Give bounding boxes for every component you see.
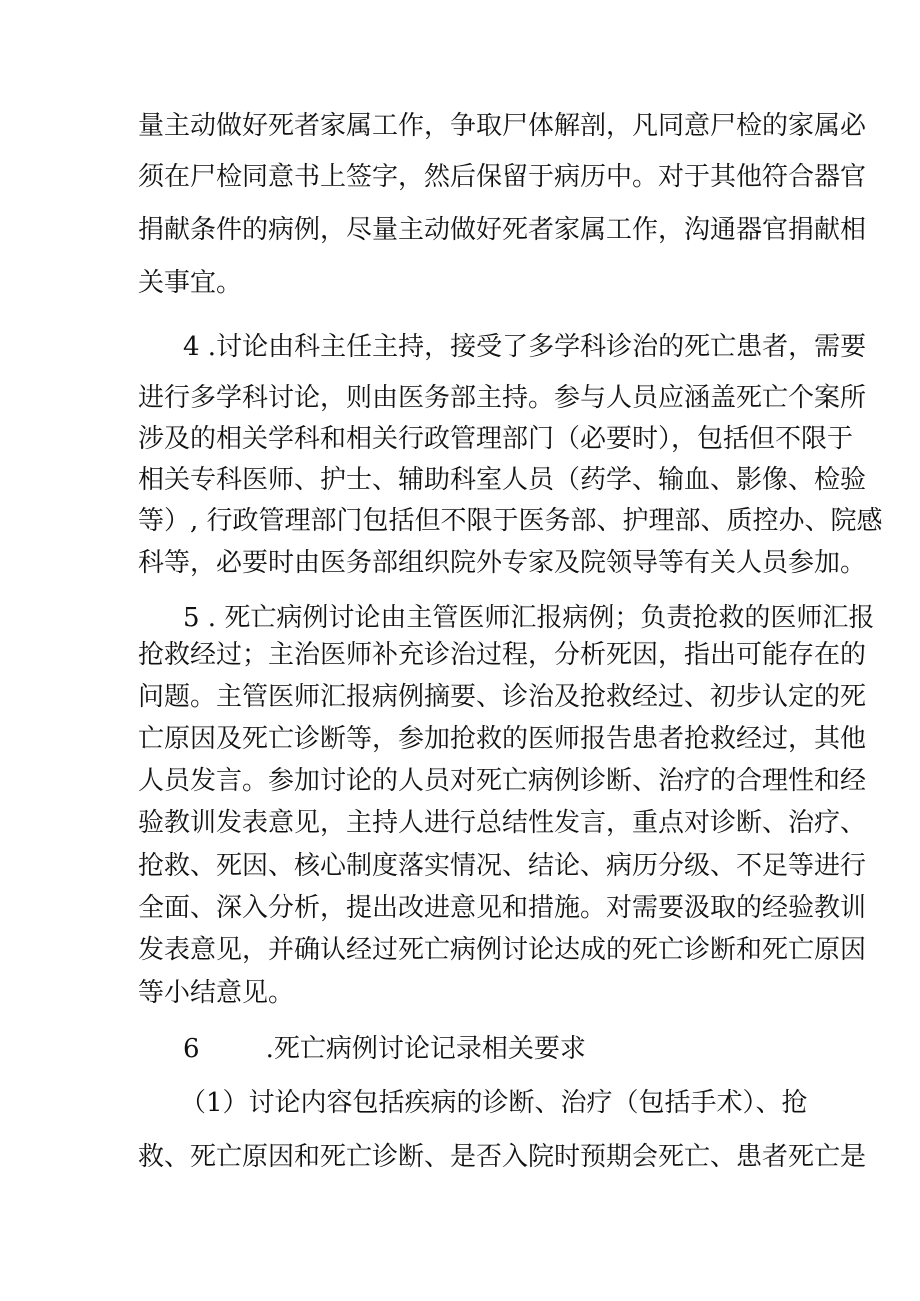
paragraph-1-line-1: 量主动做好死者家属工作，争取尸体解剖，凡同意尸检的家属必 xyxy=(138,111,867,141)
paragraph-4-line-6: 科等，必要时由医务部组织院外专家及院领导等有关人员参加。 xyxy=(138,548,867,578)
paragraph-7-line-2: 救、死亡原因和死亡诊断、是否入院时预期会死亡、患者死亡是 xyxy=(138,1142,867,1172)
paragraph-5-line-3: 问题。主管医师汇报病例摘要、诊治及抢救经过、初步认定的死 xyxy=(138,682,867,712)
paragraph-4-line-3: 涉及的相关学科和相关行政管理部门（必要时），包括但不限于 xyxy=(138,424,854,454)
paragraph-5-line-4: 亡原因及死亡诊断等，参加抢救的医师报告患者抢救经过，其他 xyxy=(138,724,867,754)
paragraph-4-line-5: 等）, 行政管理部门包括但不限于医务部、护理部、质控办、院感 xyxy=(138,506,883,536)
paragraph-5-line-9: 发表意见，并确认经过死亡病例讨论达成的死亡诊断和死亡原因 xyxy=(138,935,867,965)
paragraph-1-line-2: 须在尸检同意书上签字，然后保留于病历中。对于其他符合器官 xyxy=(138,162,867,192)
section-6-heading: 6 .死亡病例讨论记录相关要求 xyxy=(183,1034,586,1064)
paragraph-4-line-4: 相关专科医师、护士、辅助科室人员（药学、输血、影像、检验 xyxy=(138,465,867,495)
paragraph-5-line-5: 人员发言。参加讨论的人员对死亡病例诊断、治疗的合理性和经 xyxy=(138,766,867,796)
paragraph-5-line-7: 抢救、死因、核心制度落实情况、结论、病历分级、不足等进行 xyxy=(138,851,867,881)
paragraph-1-line-3: 捐献条件的病例，尽量主动做好死者家属工作，沟通器官捐献相 xyxy=(138,215,867,245)
paragraph-7-line-1: （1）讨论内容包括疾病的诊断、治疗（包括手术）、抢 xyxy=(180,1088,808,1118)
paragraph-4-line-2: 进行多学科讨论，则由医务部主持。参与人员应涵盖死亡个案所 xyxy=(138,383,867,413)
paragraph-5-line-8: 全面、深入分析，提出改进意见和措施。对需要汲取的经验教训 xyxy=(138,893,867,923)
paragraph-5-line-2: 抢救经过；主治医师补充诊治过程，分析死因，指出可能存在的 xyxy=(138,640,867,670)
paragraph-5-line-6: 验教训发表意见，主持人进行总结性发言，重点对诊断、治疗、 xyxy=(138,808,867,838)
paragraph-5-line-1: 5 . 死亡病例讨论由主管医师汇报病例；负责抢救的医师汇报 xyxy=(183,603,875,633)
paragraph-1-line-4: 关事宜。 xyxy=(138,268,243,298)
paragraph-5-line-10: 等小结意见。 xyxy=(138,978,295,1008)
paragraph-4-line-1: 4 .讨论由科主任主持，接受了多学科诊治的死亡患者，需要 xyxy=(183,332,867,362)
